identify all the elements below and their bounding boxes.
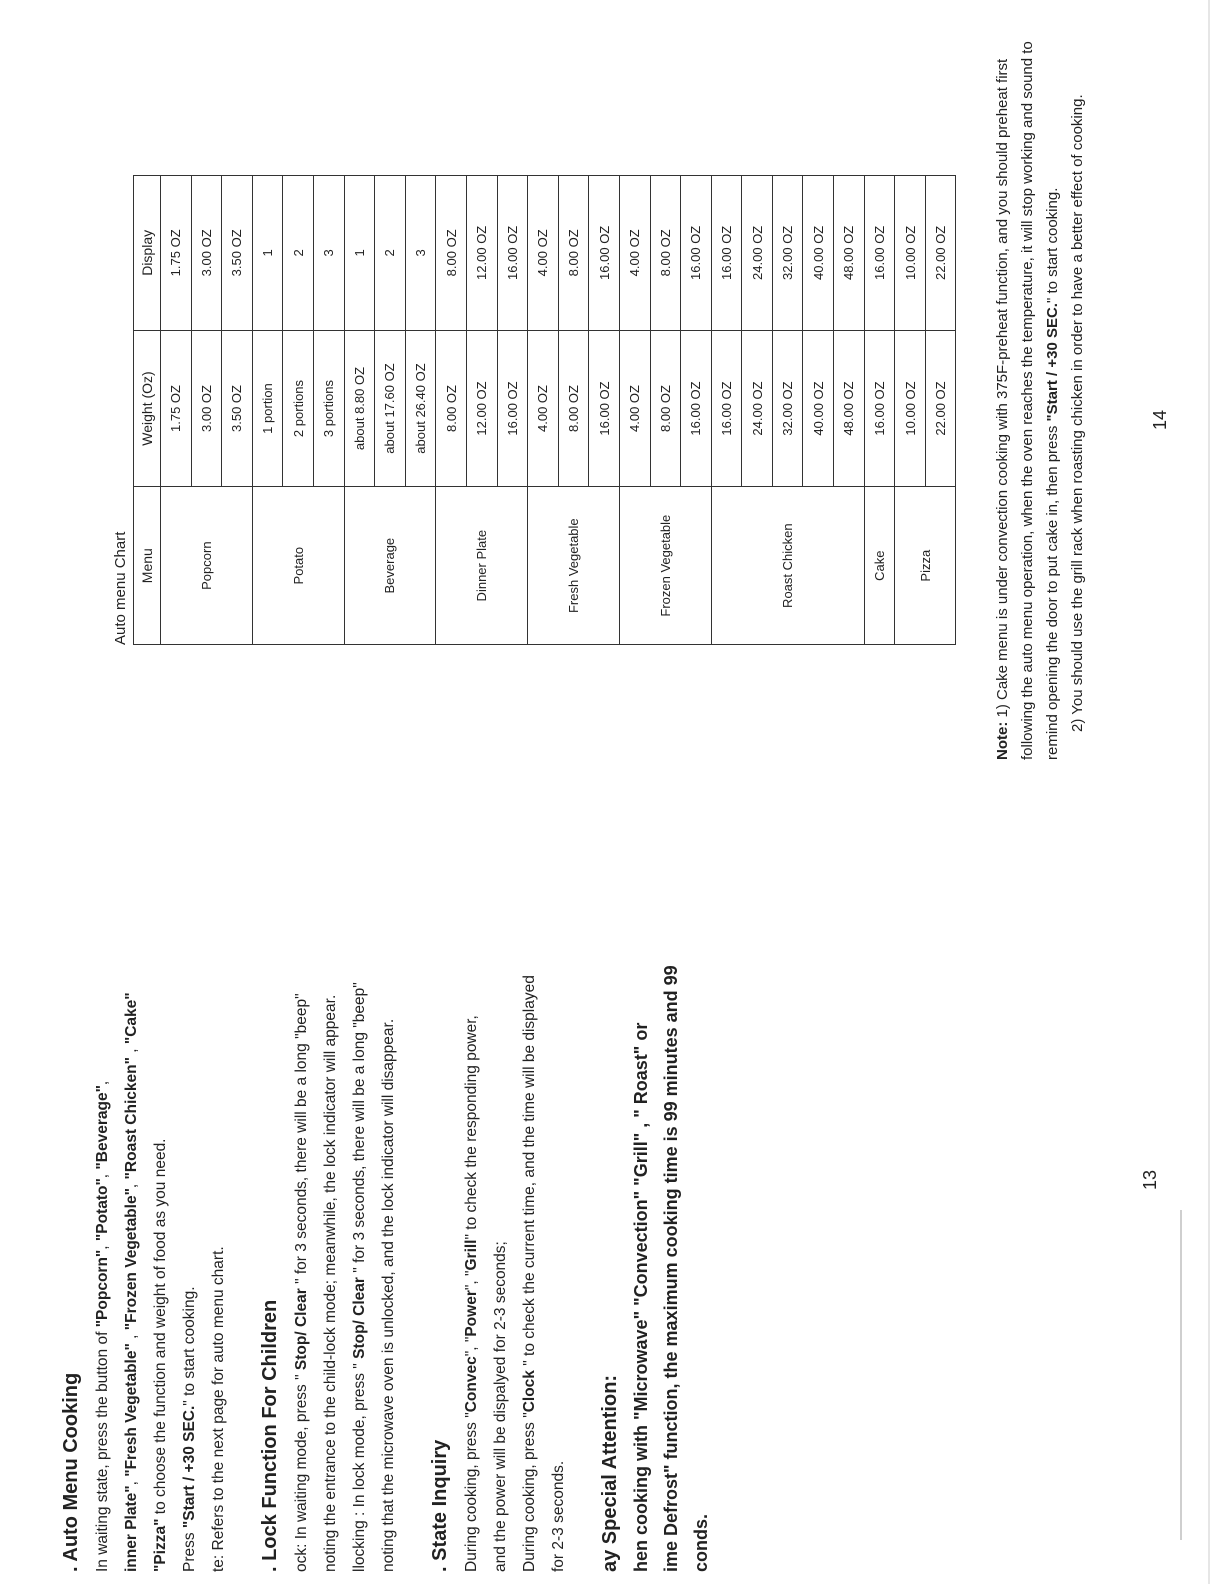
display-cell: 2 [283,176,314,331]
weight-cell: 16.00 OZ [681,330,712,487]
table-row [528,176,559,645]
auto-menu-note: te: Refers to the next page for auto menu chart. [210,1246,227,1572]
lock-line-2: noting the entrance to the child-lock mode; meanwhile, the lock indicator will appear. [322,994,339,1572]
menu-cell: Popcorn [161,487,253,645]
weight-cell: about 17.60 OZ [375,330,406,487]
display-cell: 1 [252,176,283,331]
auto-menu-line-3: "Pizza" to choose the function and weight of food as you need. [152,1138,169,1572]
table-row [864,176,895,645]
note-paragraph-1: Note: 1) Cake menu is under convection cooking with 375F-preheat function, and you should preheat first following the auto menu operation, when the oven reaches the temperature, it will stop working and sound to remind opening the door to put cake in, then press "Start / +30 SEC." to start cooking. [994,41,1061,760]
weight-cell: 16.00 OZ [589,330,620,487]
table-row [344,176,375,645]
lock-line-4: noting that the microwave oven is unlocked, and the lock indicator will disappear. [380,1018,397,1572]
state-line-3: During cooking, press "Clock " to check the current time, and the time will be displayed [521,975,538,1572]
weight-cell: 22.00 OZ [925,330,956,487]
chart-caption: Auto menu Chart [112,531,129,645]
weight-cell: 1.75 OZ [161,330,192,487]
lock-line-1: ock: In waiting mode, press " Stop/ Clear " for 3 seconds, there will be a long "beep" [293,993,310,1572]
display-cell: 1 [344,176,375,331]
header-weight: Weight (Oz) [134,330,161,487]
display-cell: 16.00 OZ [681,176,712,331]
weight-cell: 2 portions [283,330,314,487]
display-cell: 16.00 OZ [589,176,620,331]
menu-cell: Dinner Plate [436,487,528,645]
display-cell: 16.00 OZ [497,176,528,331]
weight-cell: 8.00 OZ [650,330,681,487]
menu-cell: Pizza [895,487,956,645]
lock-title: . Lock Function For Children [259,1299,281,1572]
header-display: Display [134,176,161,331]
attention-line-1: hen cooking with "Microwave" "Convection" "Grill" , " Roast" or [631,1022,651,1572]
state-line-4: for 2-3 seconds. [550,1460,567,1572]
weight-cell: 32.00 OZ [772,330,803,487]
note-paragraph-2: 2) You should use the grill rack when roasting chicken in order to have a better effect of cooking. [1069,94,1086,732]
display-cell: 10.00 OZ [895,176,926,331]
display-cell: 8.00 OZ [558,176,589,331]
weight-cell: 12.00 OZ [466,330,497,487]
auto-menu-line-2: inner Plate", "Fresh Vegetable" , "Frozen Vegetable", "Roast Chicken" , "Cake" [123,992,140,1572]
table-row [161,176,192,645]
weight-cell: 8.00 OZ [436,330,467,487]
menu-cell: Beverage [344,487,436,645]
display-cell: 24.00 OZ [742,176,773,331]
state-title: . State Inquiry [429,1439,451,1572]
auto-menu-line-4: Press "Start / +30 SEC." to start cooking. [181,1286,198,1572]
display-cell: 8.00 OZ [436,176,467,331]
display-cell: 3 [405,176,436,331]
header-menu: Menu [134,487,161,645]
display-cell: 3 [313,176,344,331]
state-line-1: During cooking, press "Convec", "Power", "Grill" to check the responding power, [463,1015,480,1572]
auto-menu-chart [133,175,968,645]
table-row [619,176,650,645]
weight-cell: about 26.40 OZ [405,330,436,487]
menu-cell: Potato [252,487,344,645]
menu-cell: Fresh Vegetable [528,487,620,645]
weight-cell: 16.00 OZ [711,330,742,487]
display-cell: 4.00 OZ [619,176,650,331]
table-row [252,176,283,645]
display-cell: 32.00 OZ [772,176,803,331]
auto-menu-table [133,175,956,645]
weight-cell: 4.00 OZ [528,330,559,487]
weight-cell: 10.00 OZ [895,330,926,487]
weight-cell: 3.50 OZ [222,330,253,487]
display-cell: 16.00 OZ [864,176,895,331]
weight-cell: 3.00 OZ [191,330,222,487]
display-cell: 12.00 OZ [466,176,497,331]
lock-line-3: llocking : In lock mode, press " Stop/ Clear " for 3 seconds, there will be a long "beep" [351,982,368,1572]
display-cell: 3.50 OZ [222,176,253,331]
table-row [711,176,742,645]
state-line-2: and the power will be dispalyed for 2-3 seconds; [492,1241,509,1572]
table-row [895,176,926,645]
weight-cell: 40.00 OZ [803,330,834,487]
display-cell: 4.00 OZ [528,176,559,331]
scan-edge-line [1180,1210,1182,1540]
weight-cell: 48.00 OZ [834,330,865,487]
weight-cell: 24.00 OZ [742,330,773,487]
scan-edge-line [1208,0,1210,1584]
weight-cell: 4.00 OZ [619,330,650,487]
display-cell: 16.00 OZ [711,176,742,331]
table-header-row [134,176,161,645]
display-cell: 8.00 OZ [650,176,681,331]
display-cell: 2 [375,176,406,331]
note-block [990,0,1090,760]
menu-cell: Frozen Vegetable [619,487,711,645]
display-cell: 40.00 OZ [803,176,834,331]
weight-cell: 1 portion [252,330,283,487]
table-row [436,176,467,645]
attention-title: ay Special Attention: [599,1374,621,1572]
menu-cell: Roast Chicken [711,487,864,645]
attention-line-3: conds. [691,1513,711,1572]
menu-cell: Cake [864,487,895,645]
page-number-13: 13 [1140,1169,1160,1190]
attention-line-2: ime Defrost" function, the maximum cooking time is 99 minutes and 99 [661,965,681,1572]
page-number-14: 14 [1150,409,1170,430]
display-cell: 22.00 OZ [925,176,956,331]
auto-menu-title: . Auto Menu Cooking [60,1372,82,1572]
display-cell: 1.75 OZ [161,176,192,331]
weight-cell: 16.00 OZ [864,330,895,487]
auto-menu-line-1: In waiting state, press the button of "Popcorn", "Potato", "Beverage", [94,1080,111,1572]
weight-cell: 8.00 OZ [558,330,589,487]
weight-cell: 16.00 OZ [497,330,528,487]
weight-cell: about 8.80 OZ [344,330,375,487]
display-cell: 3.00 OZ [191,176,222,331]
display-cell: 48.00 OZ [834,176,865,331]
weight-cell: 3 portions [313,330,344,487]
